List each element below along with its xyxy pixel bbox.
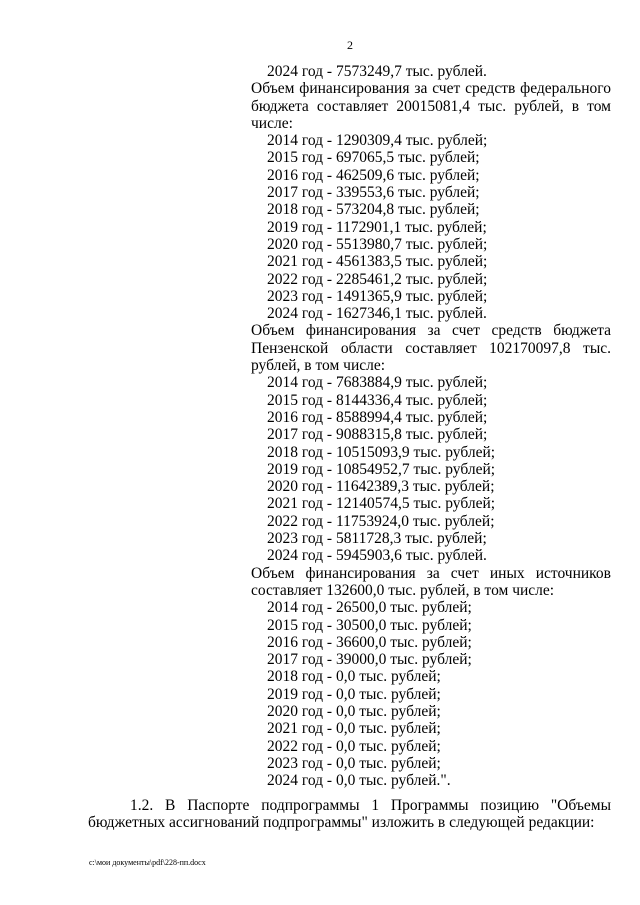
- page-number: 2: [347, 38, 353, 52]
- list-item: 2015 год - 8144336,4 тыс. рублей;: [267, 391, 488, 409]
- list-item: 2020 год - 0,0 тыс. рублей;: [267, 702, 441, 720]
- list-item: 2024 год - 5945903,6 тыс. рублей.: [267, 547, 487, 565]
- list-item: 2020 год - 5513980,7 тыс. рублей;: [267, 235, 488, 253]
- federal-intro: [251, 80, 611, 132]
- list-item: 2016 год - 8588994,4 тыс. рублей;: [267, 408, 488, 426]
- amendment-paragraph: [88, 797, 611, 832]
- list-item: 2016 год - 36600,0 тыс. рублей;: [267, 633, 472, 651]
- list-item: 2022 год - 0,0 тыс. рублей;: [267, 737, 441, 755]
- list-item: 2018 год - 0,0 тыс. рублей;: [267, 668, 441, 686]
- list-item: 2024 год - 1627346,1 тыс. рублей.: [267, 305, 487, 323]
- amendment-line: 1.2. В Паспорте подпрограммы 1 Программы позицию "Объемы: [130, 797, 611, 814]
- federal-intro-line: числе:: [251, 114, 293, 132]
- list-item: 2014 год - 26500,0 тыс. рублей;: [267, 599, 472, 617]
- list-item: 2023 год - 0,0 тыс. рублей;: [267, 754, 441, 772]
- list-item: 2018 год - 573204,8 тыс. рублей;: [267, 201, 480, 219]
- list-item: 2019 год - 10854952,7 тыс. рублей;: [267, 460, 496, 478]
- list-item: 2023 год - 1491365,9 тыс. рублей;: [267, 287, 488, 305]
- list-item: 2017 год - 339553,6 тыс. рублей;: [267, 184, 480, 202]
- other-years-list: [251, 599, 611, 789]
- regional-intro-line: рублей, в том числе:: [251, 357, 386, 375]
- list-item: 2014 год - 7683884,9 тыс. рублей;: [267, 374, 488, 392]
- other-intro-line: составляет 132600,0 тыс. рублей, в том числе:: [251, 581, 555, 599]
- regional-years-list: [251, 374, 611, 564]
- regional-intro-line: Объем финансирования за счет средств бюджета: [251, 322, 611, 340]
- list-item: 2019 год - 0,0 тыс. рублей;: [267, 685, 441, 703]
- list-item: 2024 год - 0,0 тыс. рублей.".: [267, 772, 451, 790]
- list-item: 2015 год - 697065,5 тыс. рублей;: [267, 149, 480, 167]
- federal-years-list: [251, 132, 611, 322]
- list-item: 2020 год - 11642389,3 тыс. рублей;: [267, 478, 495, 496]
- federal-intro-line: бюджета составляет 20015081,4 тыс. рублей, в том: [251, 97, 611, 115]
- amendment-line: бюджетных ассигнований подпрограммы" изложить в следующей редакции:: [88, 814, 595, 832]
- other-intro-line: Объем финансирования за счет иных источников: [251, 564, 611, 582]
- list-item: 2021 год - 0,0 тыс. рублей;: [267, 720, 441, 738]
- federal-intro-line: Объем финансирования за счет средств федерального: [251, 80, 611, 98]
- list-item: 2018 год - 10515093,9 тыс. рублей;: [267, 443, 496, 461]
- year-line-2024-total: 2024 год - 7573249,7 тыс. рублей.: [267, 63, 487, 80]
- file-path-footer: c:\мои документы\pdf\228-пп.docx: [89, 858, 206, 867]
- funding-column: [251, 63, 611, 789]
- list-item: 2022 год - 2285461,2 тыс. рублей;: [267, 270, 488, 288]
- other-intro: [251, 565, 611, 600]
- list-item: 2015 год - 30500,0 тыс. рублей;: [267, 616, 472, 634]
- list-item: 2017 год - 39000,0 тыс. рублей;: [267, 651, 472, 669]
- list-item: 2021 год - 4561383,5 тыс. рублей;: [267, 253, 488, 271]
- list-item: 2016 год - 462509,6 тыс. рублей;: [267, 166, 480, 184]
- list-item: 2022 год - 11753924,0 тыс. рублей;: [267, 512, 495, 530]
- list-item: 2017 год - 9088315,8 тыс. рублей;: [267, 426, 488, 444]
- list-item: 2019 год - 1172901,1 тыс. рублей;: [267, 218, 487, 236]
- regional-intro: [251, 322, 611, 374]
- regional-intro-line: Пензенской области составляет 102170097,8 тыс.: [251, 339, 611, 357]
- list-item: 2014 год - 1290309,4 тыс. рублей;: [267, 132, 488, 150]
- list-item: 2023 год - 5811728,3 тыс. рублей;: [267, 530, 487, 548]
- list-item: 2021 год - 12140574,5 тыс. рублей;: [267, 495, 496, 513]
